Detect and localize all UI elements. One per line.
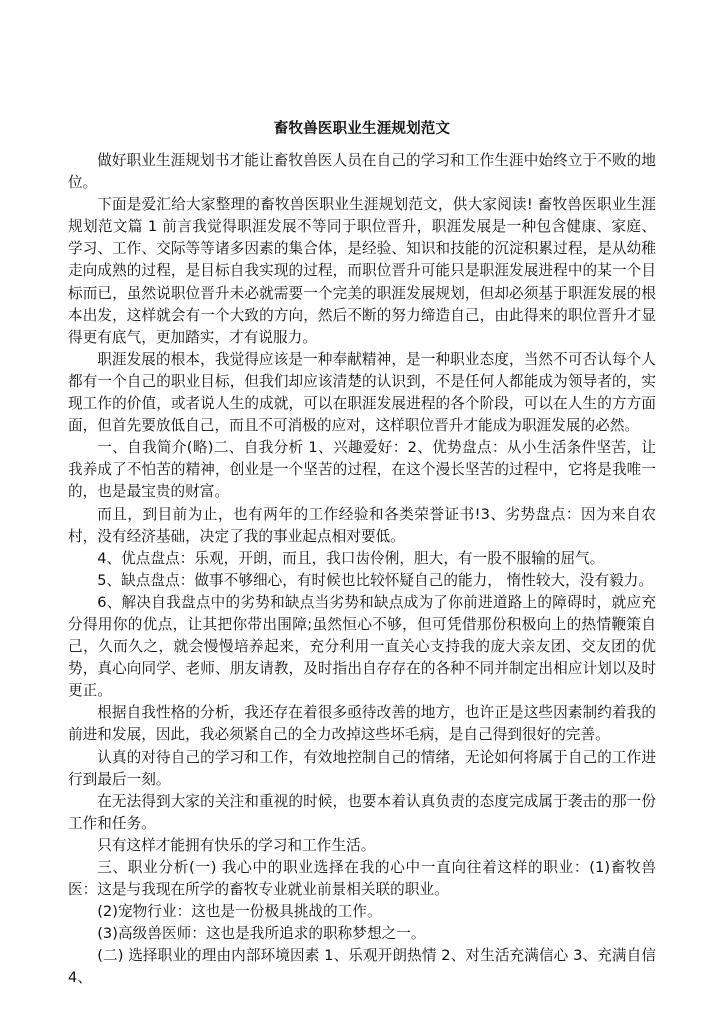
paragraph: 6、解决自我盘点中的劣势和缺点当劣势和缺点成为了你前进道路上的障碍时，就应充分得用你的优点，让其把你带出围障;虽然恒心不够，但可凭借那份积极向上的热情鞭策自己，久而久之，就会慢慢培养起来，充分利用一直关心支持我的庞大亲友团、交友团的优势，真心向同学、老师、朋友请教，及时指出自存存在的各种不同并制定出相应计划以及时更正。: [68, 593, 656, 700]
paragraph: 下面是爱汇给大家整理的畜牧兽医职业生涯规划范文，供大家阅读! 畜牧兽医职业生涯规划范文篇 1 前言我觉得职涯发展不等同于职位晋升，职涯发展是一种包含健康、家庭、学习、工作、交际等等诸多因素的集合体，是经验、知识和技能的沉淀积累过程，是从幼稚走向成熟的过程，是目标自我实现的过程，而职位晋升可能只是职涯发展进程中的某一个目标而已，虽然说职位晋升未必就需要一个完美的职涯发展规划，但却必须基于职涯发展的根本出发，这样就会有一个大致的方向，然后不断的努力缔造自己，由此得来的职位晋升才显得更有底气，更加踏实，才有说服力。: [68, 196, 656, 346]
document-title: 畜牧兽医职业生涯规划范文: [273, 121, 451, 137]
paragraph: 认真的对待自己的学习和工作，有效地控制自己的情绪，无论如何将属于自己的工作进行到最后一刻。: [68, 748, 656, 788]
paragraph: 三、职业分析(一) 我心中的职业选择在我的心中一直向往着这样的职业：(1)畜牧兽医：这是与我现在所学的畜牧专业就业前景相关联的职业。: [68, 859, 656, 899]
paragraph: (二) 选择职业的理由内部环境因素 1、乐观开朗热情 2、对生活充满信心 3、充满自信 4、: [68, 947, 656, 987]
paragraph: 根据自我性格的分析，我还存在着很多亟待改善的地方，也许正是这些因素制约着我的前进和发展，因此，我必须紧自己的全力改掉这些坏毛病，是自己得到很好的完善。: [68, 704, 656, 744]
paragraph: 做好职业生涯规划书才能让畜牧兽医人员在自己的学习和工作生涯中始终立于不败的地位。: [68, 152, 656, 192]
paragraph: 只有这样才能拥有快乐的学习和工作生活。: [97, 836, 376, 854]
paragraph: (3)高级兽医师：这也是我所追求的职称梦想之一。: [97, 925, 426, 943]
paragraph: 4、优点盘点：乐观，开朗，而且，我口齿伶俐，胆大，有一股不服输的屈气。: [97, 549, 605, 567]
paragraph: 而且，到目前为止，也有两年的工作经验和各类荣誉证书!3、劣势盘点：因为来自农村，没有经济基础，决定了我的事业起点相对要低。: [68, 505, 656, 545]
paragraph: 5、缺点盘点：做事不够细心，有时候也比较怀疑自己的能力， 惰性较大，没有毅力。: [97, 571, 654, 589]
paragraph: (2)宠物行业：这也是一份极具挑战的工作。: [97, 903, 382, 921]
document-text-body: [68, 118, 656, 990]
paragraph: 职涯发展的根本，我觉得应该是一种奉献精神，是一种职业态度，当然不可否认每个人都有一个自己的职业目标，但我们却应该清楚的认识到，不是任何人都能成为领导者的，实现工作的价值，或者说人生的成就，可以在职涯发展进程的各个阶段，可以在人生的方方面面，但首先要放低自己，而且不可消极的应对，这样职位晋升才能成为职涯发展的必然。: [68, 350, 656, 435]
paragraph: 在无法得到大家的关注和重视的时候，也要本着认真负责的态度完成属于袭击的那一份工作和任务。: [68, 792, 656, 832]
paragraph: 一、自我简介(略)二、自我分析 1、兴趣爱好：2、优势盘点：从小生活条件坚苦，让我养成了不怕苦的精神，创业是一个坚苦的过程，在这个漫长坚苦的过程中，它将是我唯一的，也是最宝贵的财富。: [68, 439, 656, 501]
